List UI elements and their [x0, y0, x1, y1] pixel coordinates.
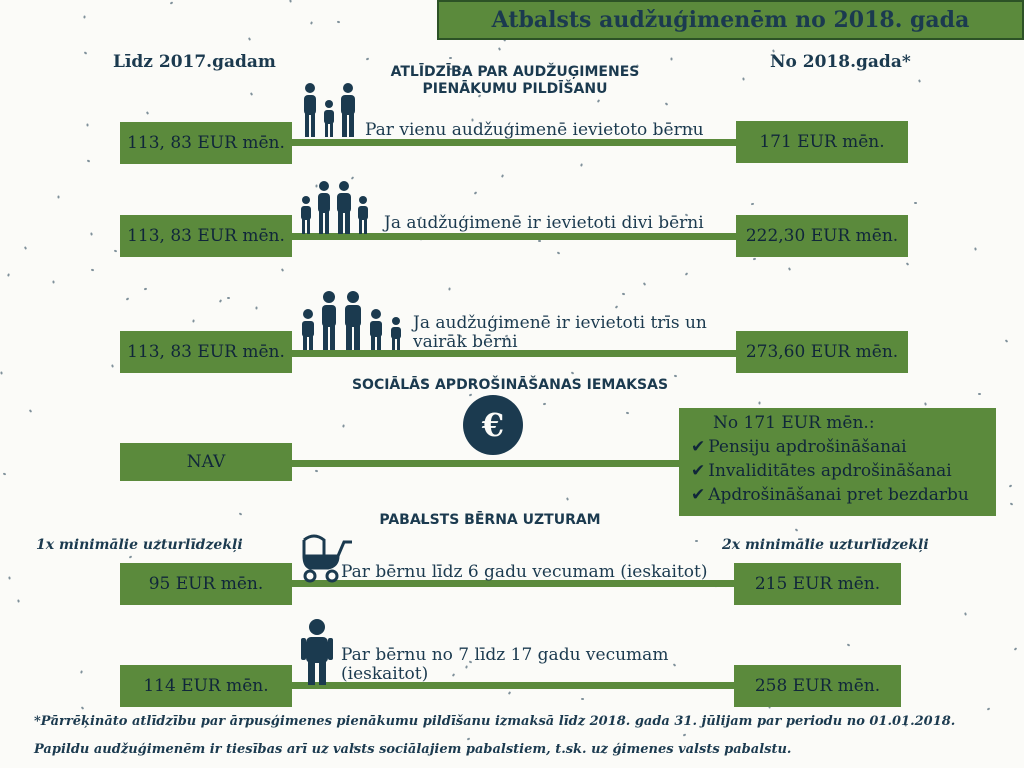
insurance-box-title: No 171 EUR mēn.: [713, 413, 875, 433]
speck [17, 599, 20, 602]
speck [474, 191, 478, 194]
title-banner [437, 0, 1024, 40]
speck [742, 77, 744, 80]
speck [508, 691, 511, 695]
speck [81, 706, 85, 709]
section2-heading: SOCIĀLĀS APDROŠINĀŠANAS IEMAKSAS [351, 377, 669, 393]
speck [8, 576, 10, 579]
speck [29, 409, 32, 413]
row3-left-value: 113, 83 EUR mēn. [120, 331, 292, 373]
family-one-child-icon [298, 82, 364, 140]
speck [974, 247, 977, 250]
speck [498, 47, 501, 51]
section1-heading-line2: PIENĀKUMU PILDĪŠANU [422, 81, 608, 97]
speck [248, 37, 251, 41]
speck [281, 268, 284, 272]
speck [80, 670, 83, 673]
speck [289, 0, 291, 3]
right-column-heading: No 2018.gada* [770, 52, 911, 72]
check-icon: ✔ [691, 461, 706, 481]
speck [170, 1, 174, 4]
row3-description: Ja audžuģimenē ir ievietoti trīs un vairāk bērni [413, 313, 707, 352]
speck [52, 280, 54, 283]
speck [538, 240, 541, 242]
section1-heading-line1: ATLĪDZĪBA PAR AUDŽUĢIMENES [390, 64, 640, 80]
row4-right-value: 215 EUR mēn. [734, 563, 901, 605]
speck [310, 21, 313, 24]
speck [24, 246, 27, 250]
row5-description: Par bērnu no 7 līdz 17 gadu vecumam (ieskaitot) [341, 645, 669, 684]
svg-text:€: € [481, 406, 505, 444]
speck [239, 512, 243, 515]
speck [366, 58, 370, 61]
family-two-children-icon [296, 180, 380, 236]
speck [626, 412, 629, 414]
speck [753, 258, 756, 261]
speck [914, 202, 917, 204]
row1-right-value: 171 EUR mēn. [736, 121, 908, 163]
speck [449, 57, 452, 59]
row3-right-value: 273,60 EUR mēn. [736, 331, 908, 373]
speck [129, 555, 133, 558]
speck [337, 21, 340, 23]
speck [571, 371, 575, 374]
speck [964, 612, 967, 615]
speck [685, 272, 689, 276]
speck [987, 707, 991, 710]
speck [3, 473, 6, 476]
section2-connector [290, 460, 682, 467]
speck [448, 287, 450, 290]
section2-left-value: NAV [120, 443, 292, 481]
speck [227, 297, 230, 299]
speck [255, 306, 257, 309]
footnote-additional-benefits: Papildu audžuģimenēm ir tiesības arī uz valsts sociālajiem pabalstiem, t.sk. uz ģimenes valsts pabalstu. [34, 742, 792, 757]
speck [847, 643, 851, 646]
footnote-recalculation: *Pārrēķināto atlīdzību par ārpusģimenes pienākumu pildīšanu izmaksā līdz 2018. gada 31. jūlijam par periodu no 01.01.2018. [34, 714, 956, 729]
insurance-item-label: Pensiju apdrošināšanai [708, 437, 907, 457]
speck [467, 738, 471, 741]
section3-right-label: 2x minimālie uzturlīdzekļi [722, 537, 929, 553]
speck [1014, 647, 1018, 651]
insurance-box [679, 408, 996, 516]
speck [84, 51, 88, 54]
speck [758, 401, 760, 404]
section3-left-label: 1x minimālie uzturlīdzekļi [36, 537, 243, 553]
row4-left-value: 95 EUR mēn. [120, 563, 292, 605]
speck [342, 424, 345, 427]
speck [0, 371, 2, 374]
speck [543, 403, 546, 406]
speck [906, 262, 910, 266]
speck [192, 319, 194, 322]
speck [751, 203, 754, 205]
speck [90, 232, 93, 235]
row5-left-value: 114 EUR mēn. [120, 665, 292, 707]
speck [219, 299, 222, 303]
speck [788, 267, 791, 271]
section1-heading [330, 64, 700, 98]
speck [581, 698, 584, 700]
speck [87, 159, 91, 162]
speck [91, 269, 94, 272]
speck [57, 195, 59, 198]
speck [597, 99, 600, 103]
insurance-item-label: Invaliditātes apdrošināšanai [708, 461, 952, 481]
row2-right-value: 222,30 EUR mēn. [736, 215, 908, 257]
insurance-item [679, 435, 996, 459]
speck [622, 293, 625, 296]
speck [315, 470, 318, 473]
row5-right-value: 258 EUR mēn. [734, 665, 901, 707]
speck [7, 273, 10, 276]
speck [557, 251, 561, 254]
speck [643, 282, 646, 286]
row1-connector [290, 139, 740, 146]
speck [695, 540, 698, 542]
speck [580, 163, 583, 166]
speck [501, 174, 504, 178]
speck [566, 497, 569, 501]
speck [250, 92, 253, 96]
check-icon: ✔ [691, 437, 706, 457]
insurance-item [679, 483, 996, 507]
row1-left-value: 113, 83 EUR mēn. [120, 122, 292, 164]
speck [146, 111, 149, 115]
speck [114, 250, 117, 253]
speck [126, 297, 130, 300]
row2-left-value: 113, 83 EUR mēn. [120, 215, 292, 257]
speck [795, 528, 799, 531]
speck [924, 402, 927, 405]
speck [1010, 502, 1014, 505]
section3-heading: PABALSTS BĒRNA UZTURAM [379, 512, 601, 528]
insurance-item [679, 459, 996, 483]
check-icon: ✔ [691, 485, 706, 505]
speck [83, 15, 85, 18]
speck [683, 733, 687, 736]
speck [1005, 339, 1009, 342]
child-icon [297, 618, 337, 686]
family-three-children-icon [296, 290, 408, 352]
insurance-item-label: Apdrošināšanai pret bezdarbu [708, 485, 969, 505]
euro-icon [462, 394, 524, 456]
speck [111, 364, 114, 367]
speck [670, 57, 672, 60]
speck [665, 102, 669, 105]
speck [144, 288, 147, 291]
row1-description: Par vienu audžuģimenē ievietoto bērnu [365, 120, 704, 140]
speck [918, 79, 921, 82]
page-title: Atbalsts audžuģimenēm no 2018. gada [491, 7, 970, 33]
speck [86, 123, 88, 126]
speck [615, 305, 619, 309]
left-column-heading: Līdz 2017.gadam [113, 52, 276, 72]
row4-description: Par bērnu līdz 6 gadu vecumam (ieskaitot) [341, 562, 708, 582]
speck [978, 393, 981, 395]
speck [1009, 484, 1013, 487]
row2-description: Ja audžuģimenē ir ievietoti divi bērni [384, 213, 704, 233]
